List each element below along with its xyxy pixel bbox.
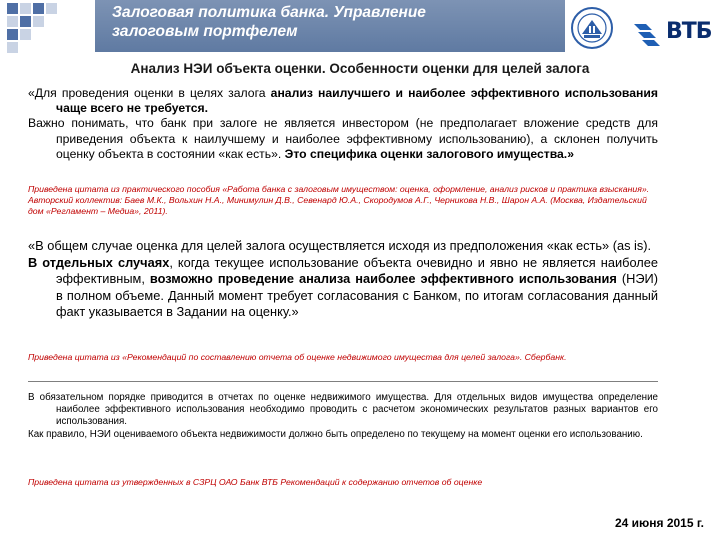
- quote-paragraph: [28, 255, 658, 321]
- bank-association-emblem-icon: [570, 6, 614, 50]
- quote-text: , когда текущее использование объекта очевидно и явно не является наиболее эффективным,: [56, 254, 658, 286]
- quote-block-3: [28, 392, 658, 441]
- square-decoration: [7, 42, 18, 53]
- square-decoration: [33, 16, 44, 27]
- quote-paragraph: Как правило, НЭИ оцениваемого объекта недвижимости должно быть определено по текущему на момент оценки его использованию.: [28, 428, 643, 440]
- quote-paragraph: [28, 86, 658, 116]
- citation-2: Приведена цитата из «Рекомендаций по составлению отчета об оценке недвижимого имущества для целей залога». Сбербанк.: [28, 352, 567, 362]
- slide-title: [112, 3, 532, 41]
- divider: [28, 381, 658, 382]
- vtb-logo: [632, 18, 714, 46]
- quote-emphasis: анализ наилучшего и наиболее эффективного использования чаще всего не требуется.: [56, 86, 658, 116]
- slide-title-line: Залоговая политика банка. Управление: [112, 4, 426, 21]
- quote-block-2: [28, 238, 658, 321]
- vtb-stripes-icon: [632, 18, 662, 46]
- square-decoration: [7, 3, 18, 14]
- square-decoration: [7, 29, 18, 40]
- quote-emphasis: Это специфика оценки залогового имущества.»: [284, 146, 574, 161]
- citation-3: Приведена цитата из утвержденных в СЗРЦ ОАО Банк ВТБ Рекомендаций к содержанию отчетов об оценке: [28, 477, 483, 487]
- square-decoration: [20, 29, 31, 40]
- quote-block-1: [28, 86, 658, 162]
- square-decoration: [33, 3, 44, 14]
- square-decoration: [20, 16, 31, 27]
- quote-paragraph: [28, 116, 658, 162]
- quote-paragraph: «В общем случае оценка для целей залога осуществляется исходя из предположения «как есть» (as is).: [28, 238, 652, 253]
- slide-title-line: залоговым портфелем: [112, 23, 298, 40]
- quote-text: «Для проведения оценки в целях залога: [28, 86, 271, 100]
- quote-paragraph: В обязательном порядке приводится в отчетах по оценке недвижимого имущества. Для отдельных видов имущества определение наиболее эффективного использования необходимо проводить с расчетом экономических результатов разных вариантов его использования.: [28, 392, 658, 428]
- slide-header: [0, 0, 720, 57]
- square-decoration: [20, 3, 31, 14]
- quote-emphasis: В отдельных случаях: [28, 254, 170, 270]
- decorative-squares: [0, 0, 80, 57]
- square-decoration: [46, 3, 57, 14]
- vtb-logo-text: ВТБ: [666, 19, 712, 44]
- slide-subtitle: Анализ НЭИ объекта оценки. Особенности оценки для целей залога: [130, 61, 590, 76]
- quote-emphasis: возможно проведение анализа наиболее эффективного использования: [149, 271, 617, 286]
- quote-text: Важно понимать, что банк при залоге не является инвестором (не предполагает вложение средств для приведения объекта к наилучшему и наиболее эффективному использованию), а склонен получить оценку объекта в состоянии «как есть».: [28, 116, 658, 161]
- quote-text: (НЭИ) в полном объеме. Данный момент требует согласования с Банком, по итогам согласования данный факт указывается в Задании на оценку.»: [56, 271, 658, 319]
- square-decoration: [7, 16, 18, 27]
- citation-1: Приведена цитата из практического пособия «Работа банка с залоговым имуществом: оценка, оформление, анализ рисков и практика взыскания». Авторский коллектив: Баев М.К., Вольхин Н.А., Минимулин Д.В., Севенард Ю.А., Скородумов А.Г., Черникова Н.В., Шарон А.А. (Москва, Издательский дом «Регламент – Медиа», 2011).: [28, 184, 650, 216]
- slide-date: 24 июня 2015 г.: [614, 516, 704, 530]
